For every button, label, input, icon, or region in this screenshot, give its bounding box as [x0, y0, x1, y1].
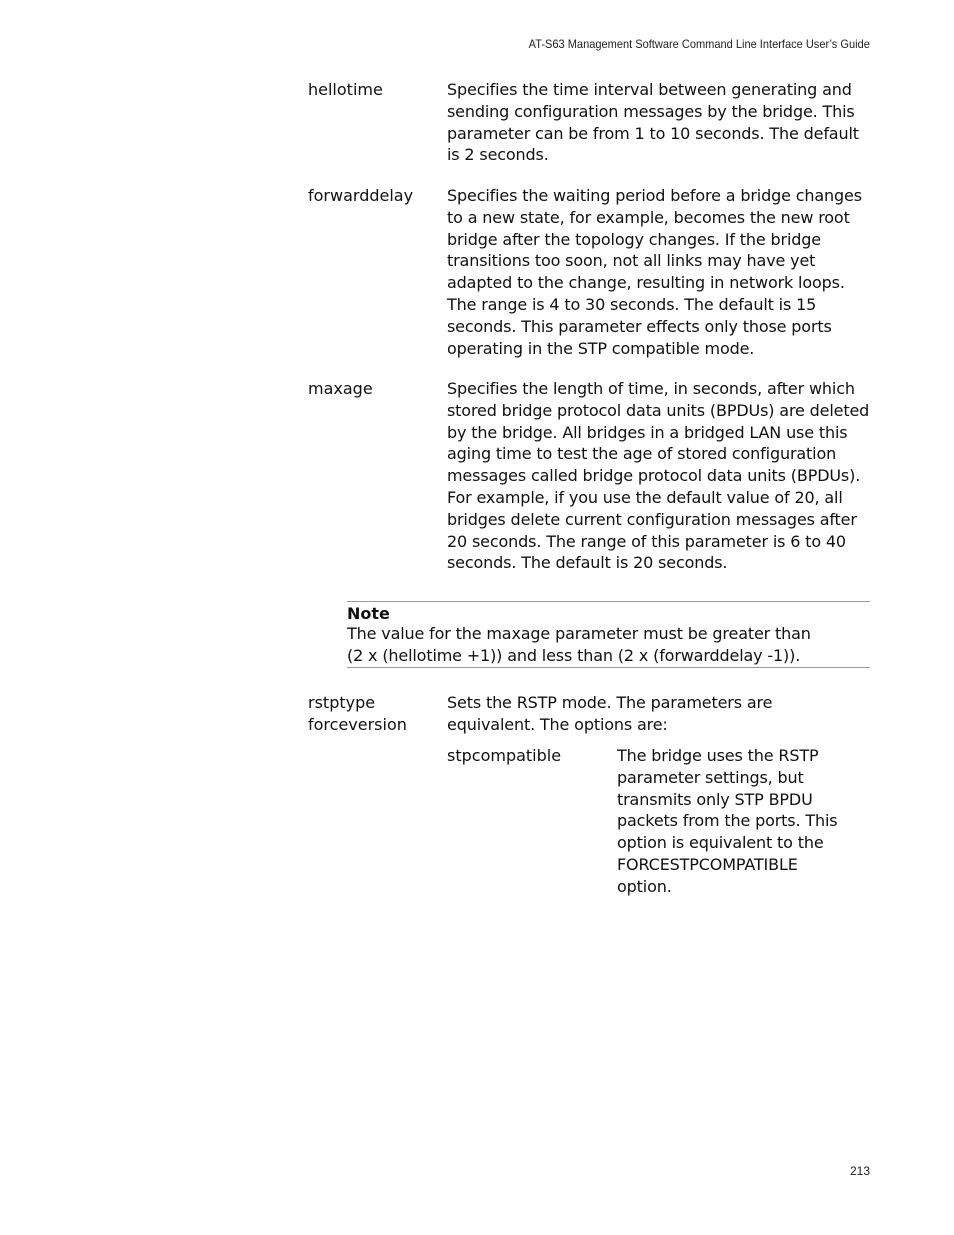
- param-desc-maxage: Specifies the length of time, in seconds, after which stored bridge protocol data units (BPDUs) are deleted by the bridge. All bridges in a bridged LAN use this aging time to test the age of stored configuration messages called bridge protocol data units (BPDUs). For example, if you use the default value of 20, all bridges delete current configuration messages after 20 seconds. The range of this parameter is 6 to 40 seconds. The default is 20 seconds.: [447, 379, 870, 573]
- param-name-maxage: maxage: [308, 379, 373, 398]
- option-name-stpcompatible: stpcompatible: [447, 746, 562, 765]
- note-body: The value for the maxage parameter must be greater than (2 x (hellotime +1)) and less than (2 x (forwarddelay -1)).: [347, 624, 811, 665]
- param-desc-hellotime: Specifies the time interval between generating and sending configuration messages by the bridge. This parameter can be from 1 to 10 seconds. The default is 2 seconds.: [447, 80, 859, 165]
- page-number: 213: [849, 1164, 870, 1178]
- param-name-hellotime: hellotime: [308, 80, 383, 99]
- param-name-forceversion: forceversion: [308, 715, 407, 734]
- param-desc-rstptype: Sets the RSTP mode. The parameters are equivalent. The options are:: [447, 693, 773, 734]
- running-header: AT-S63 Management Software Command Line Interface User’s Guide: [528, 37, 870, 51]
- note-title: Note: [347, 604, 390, 623]
- param-name-forwarddelay: forwarddelay: [308, 186, 414, 205]
- option-desc-stpcompatible: The bridge uses the RSTP parameter settings, but transmits only STP BPDU packets from the ports. This option is equivalent to the FORCESTPCOMPATIBLE option.: [617, 746, 838, 896]
- param-name-rstptype: rstptype: [308, 693, 376, 712]
- note-box: [347, 601, 870, 668]
- param-desc-forwarddelay: Specifies the waiting period before a bridge changes to a new state, for example, becomes the new root bridge after the topology changes. If the bridge transitions too soon, not all links may have yet adapted to the change, resulting in network loops. The range is 4 to 30 seconds. The default is 15 seconds. This parameter effects only those ports operating in the STP compatible mode.: [447, 186, 862, 358]
